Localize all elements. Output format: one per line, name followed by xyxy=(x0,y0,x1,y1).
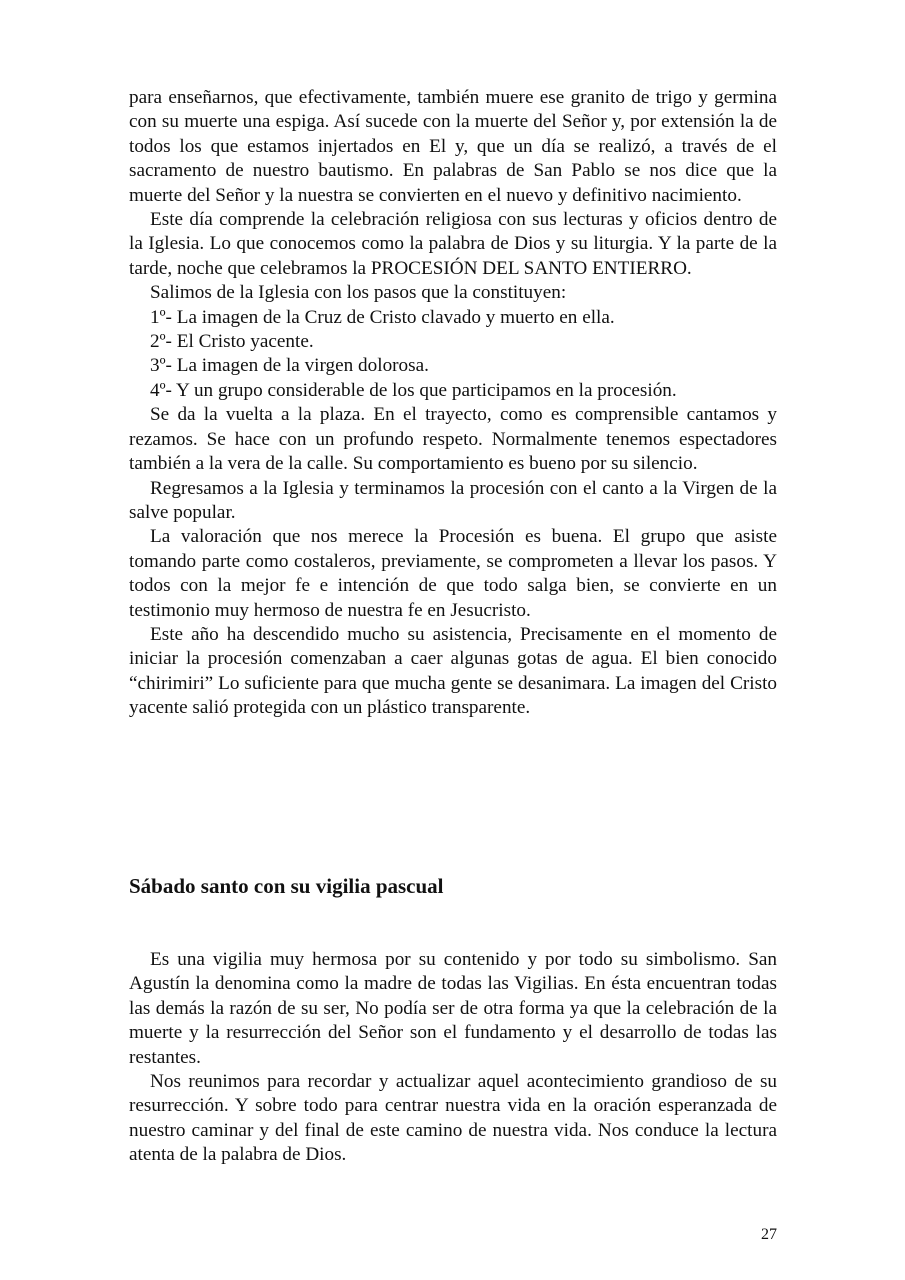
list-item-cristo-yacente: 2º- El Cristo yacente. xyxy=(150,331,314,353)
list-item-virgen: 3º- La imagen de la virgen dolorosa. xyxy=(150,355,429,377)
section-heading: Sábado santo con su vigilia pascual xyxy=(129,874,444,898)
paragraph-attendance: Este año ha descendido mucho su asistencia, Precisamente en el momento de iniciar la procesión comenzaban a caer algunas gotas de agua. El bien conocido “chirimiri” Lo suficiente para que mucha gente se desanimara. La imagen del Cristo yacente salió protegida con un plástico transparente. xyxy=(129,623,777,719)
paragraph-continuation: para enseñarnos, que efectivamente, también muere ese granito de trigo y germina con su muerte una espiga. Así sucede con la muerte del Señor y, por extensión la de todos los que estamos injertados en El y, que un día se realizó, a través de el sacramento de nuestro bautismo. En palabras de San Pablo se nos dice que la muerte del Señor y la nuestra se convierten en el nuevo y definitivo nacimiento. xyxy=(129,87,777,206)
paragraph-route: Se da la vuelta a la plaza. En el trayecto, como es comprensible cantamos y rezamos. Se hace con un profundo respeto. Normalmente tenemos espectadores también a la vera de la calle. Su comportamiento es bueno por su silencio. xyxy=(129,404,777,475)
list-item-cross: 1º- La imagen de la Cruz de Cristo clavado y muerto en ella. xyxy=(150,306,615,328)
paragraph-vigil: Es una vigilia muy hermosa por su contenido y por todo su simbolismo. San Agustín la denomina como la madre de todas las Vigilias. En ésta encuentran todas las demás la razón de su ser, No podía ser de otra forma ya que la celebración de la muerte y la resurrección del Señor son el fundamento y el desarrollo de todas las restantes. xyxy=(129,949,777,1068)
section-two-body xyxy=(129,948,777,1168)
paragraph-gathering: Nos reunimos para recordar y actualizar aquel acontecimiento grandioso de su resurrección. Y sobre todo para centrar nuestra vida en la oración esperanzada de nuestro caminar y del final de este camino de nuestra vida. Nos conduce la lectura atenta de la palabra de Dios. xyxy=(129,1071,777,1166)
paragraph-celebration: Este día comprende la celebración religiosa con sus lecturas y oficios dentro de la Iglesia. Lo que conocemos como la palabra de Dios y su liturgia. Y la parte de la tarde, noche que celebramos la PROCESIÓN DEL SANTO ENTIERRO. xyxy=(129,209,777,279)
paragraph-assessment: La valoración que nos merece la Procesión es buena. El grupo que asiste tomando parte como costaleros, previamente, se comprometen a llevar los pasos. Y todos con la mejor fe e intención de que todo salga bien, se convierte en un testimonio muy hermoso de nuestra fe en Jesucristo. xyxy=(129,526,777,621)
page-number: 27 xyxy=(761,1226,777,1243)
paragraph-return: Regresamos a la Iglesia y terminamos la procesión con el canto a la Virgen de la salve popular. xyxy=(129,477,777,523)
list-item-group: 4º- Y un grupo considerable de los que participamos en la procesión. xyxy=(150,379,677,401)
paragraph-procession-intro: Salimos de la Iglesia con los pasos que la constituyen: xyxy=(150,282,567,304)
page-body xyxy=(129,86,777,721)
